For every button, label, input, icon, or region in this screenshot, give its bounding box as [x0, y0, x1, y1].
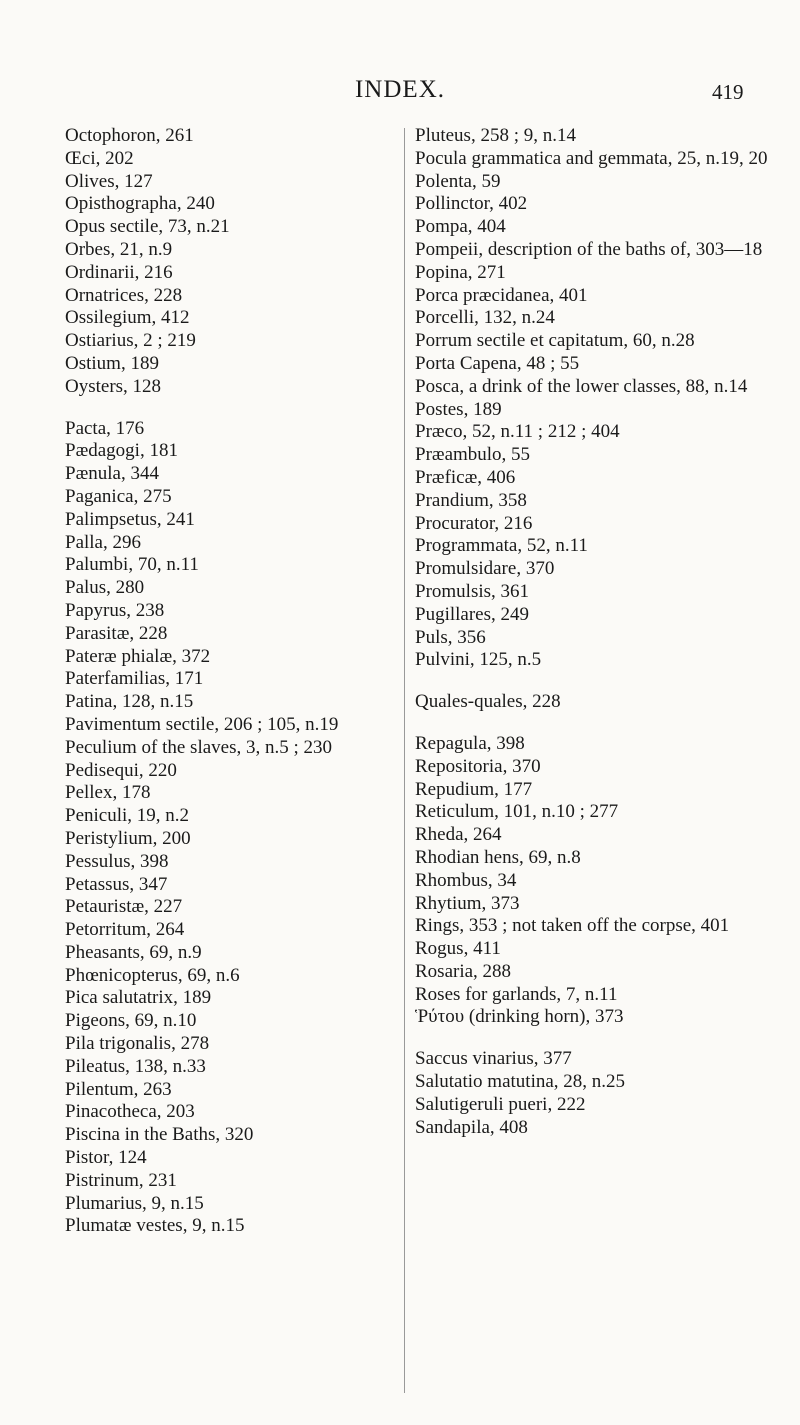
- index-entry: Prandium, 358: [415, 489, 527, 511]
- index-entry: Pica salutatrix, 189: [65, 987, 212, 1009]
- index-entry: Pænula, 344: [65, 463, 159, 485]
- index-entry: Popina, 271: [415, 261, 506, 283]
- index-entry: Rogus, 411: [415, 938, 501, 960]
- index-entry: Pompeii, description of the baths of, 303—18: [415, 238, 763, 260]
- index-entry: Præco, 52, n.11 ; 212 ; 404: [415, 421, 620, 443]
- index-entry: Præficæ, 406: [415, 466, 516, 488]
- index-entry: Pluteus, 258 ; 9, n.14: [415, 125, 576, 146]
- index-entry: Palus, 280: [65, 577, 145, 599]
- column-divider: [404, 128, 405, 1393]
- index-entry: Salutatio matutina, 28, n.25: [415, 1071, 626, 1093]
- index-entry: Patina, 128, n.15: [65, 691, 194, 713]
- index-entry: Rhodian hens, 69, n.8: [415, 846, 581, 868]
- index-entry: Ornatrices, 228: [65, 284, 183, 306]
- index-entry: Pistor, 124: [65, 1147, 147, 1169]
- index-entry: Parasitæ, 228: [65, 622, 168, 644]
- index-entry: Porta Capena, 48 ; 55: [415, 352, 580, 374]
- index-entry: Pocula grammatica and gemmata, 25, n.19, 20: [415, 147, 768, 169]
- index-entry: Pilentum, 263: [65, 1078, 172, 1100]
- index-entry: Pacta, 176: [65, 417, 145, 439]
- index-entry: Pulvini, 125, n.5: [415, 649, 542, 671]
- index-entry: Roses for garlands, 7, n.11: [415, 983, 618, 1005]
- index-entry: Peniculi, 19, n.2: [65, 805, 190, 827]
- index-entry: Porca præcidanea, 401: [415, 284, 588, 306]
- index-entry: Peristylium, 200: [65, 827, 191, 849]
- index-entry: Rhombus, 34: [415, 869, 517, 891]
- index-entry: Papyrus, 238: [65, 599, 165, 621]
- page-number: 419: [712, 80, 744, 104]
- index-entry: Præambulo, 55: [415, 444, 531, 466]
- index-entry: Ossilegium, 412: [65, 307, 190, 329]
- index-entry: Repudium, 177: [415, 778, 533, 800]
- index-entry: Pila trigonalis, 278: [65, 1033, 210, 1055]
- index-entry: Rings, 353 ; not taken off the corpse, 401: [415, 915, 730, 937]
- index-entry: Petauristæ, 227: [65, 896, 183, 918]
- index-entry: Paganica, 275: [65, 485, 172, 507]
- index-entry: Pollinctor, 402: [415, 193, 528, 215]
- index-column-right: [415, 125, 785, 1139]
- index-entry: Octophoron, 261: [65, 125, 194, 146]
- index-entry: Pedisequi, 220: [65, 759, 177, 781]
- index-entry: Salutigeruli pueri, 222: [415, 1093, 586, 1115]
- index-entry: Polenta, 59: [415, 170, 501, 192]
- index-entry: Pugillares, 249: [415, 603, 529, 625]
- index-entry: Oysters, 128: [65, 375, 162, 397]
- index-entry: Pædagogi, 181: [65, 440, 178, 462]
- index-entry: Promulsidare, 370: [415, 558, 555, 580]
- index-entry: Ordinarii, 216: [65, 261, 173, 283]
- index-entry: Pellex, 178: [65, 782, 151, 804]
- page-title: INDEX.: [354, 76, 445, 103]
- index-entry: Rosaria, 288: [415, 960, 512, 982]
- index-entry: Plumarius, 9, n.15: [65, 1192, 204, 1214]
- index-entry: Paterfamilias, 171: [65, 668, 204, 690]
- index-entry: Rheda, 264: [415, 824, 502, 846]
- index-entry: Pistrinum, 231: [65, 1169, 177, 1191]
- index-entry: Postes, 189: [415, 398, 502, 420]
- index-entry: Rhytium, 373: [415, 892, 520, 914]
- index-entry: Ῥύτου (drinking horn), 373: [415, 1006, 624, 1028]
- index-entry: Pompa, 404: [415, 216, 506, 238]
- index-entry: Porrum sectile et capitatum, 60, n.28: [415, 330, 695, 352]
- index-entry: Quales-quales, 228: [415, 691, 561, 713]
- index-entry: Pheasants, 69, n.9: [65, 941, 202, 963]
- index-entry: Posca, a drink of the lower classes, 88, n.14: [415, 375, 748, 397]
- index-entry: Opisthographa, 240: [65, 193, 215, 215]
- index-entry: Peculium of the slaves, 3, n.5 ; 230: [65, 736, 333, 758]
- index-entry: Palumbi, 70, n.11: [65, 554, 199, 576]
- index-entry: Repositoria, 370: [415, 755, 541, 777]
- index-entry: Saccus vinarius, 377: [415, 1048, 572, 1070]
- index-entry: Porcelli, 132, n.24: [415, 307, 555, 329]
- index-entry: Olives, 127: [65, 170, 153, 192]
- index-entry: Puls, 356: [415, 626, 486, 648]
- index-entry: Pavimentum sectile, 206 ; 105, n.19: [65, 713, 339, 735]
- index-entry: Ostiarius, 2 ; 219: [65, 330, 196, 352]
- index-entry: Reticulum, 101, n.10 ; 277: [415, 801, 619, 823]
- index-entry: Phœnicopterus, 69, n.6: [65, 964, 240, 986]
- index-entry: Opus sectile, 73, n.21: [65, 216, 230, 238]
- index-entry: Palla, 296: [65, 531, 141, 553]
- index-entry: Petorritum, 264: [65, 919, 185, 941]
- index-entry: Repagula, 398: [415, 732, 525, 754]
- index-entry: Ostium, 189: [65, 352, 159, 374]
- index-entry: Pileatus, 138, n.33: [65, 1055, 206, 1077]
- index-entry: Pinacotheca, 203: [65, 1101, 195, 1123]
- index-entry: Palimpsetus, 241: [65, 508, 195, 530]
- index-entry: Pateræ phialæ, 372: [65, 645, 211, 667]
- index-entry: Pigeons, 69, n.10: [65, 1010, 197, 1032]
- index-entry: Œci, 202: [65, 147, 134, 169]
- index-entry: Piscina in the Baths, 320: [65, 1124, 254, 1146]
- index-entry: Procurator, 216: [415, 512, 533, 534]
- index-column-left: [65, 125, 395, 1238]
- index-entry: Orbes, 21, n.9: [65, 238, 173, 260]
- index-entry: Sandapila, 408: [415, 1116, 528, 1138]
- index-entry: Programmata, 52, n.11: [415, 535, 588, 557]
- index-entry: Petassus, 347: [65, 873, 168, 895]
- index-entry: Pessulus, 398: [65, 850, 169, 872]
- index-entry: Promulsis, 361: [415, 580, 530, 602]
- index-entry: Plumatæ vestes, 9, n.15: [65, 1215, 245, 1237]
